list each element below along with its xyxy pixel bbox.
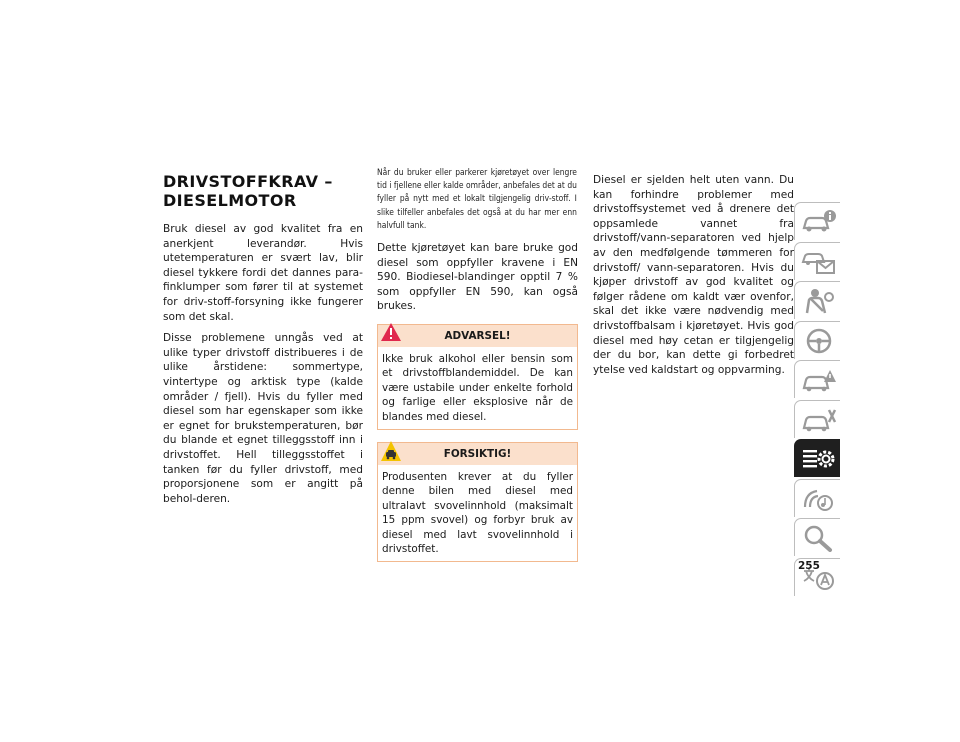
car-warning-icon [801, 366, 837, 394]
chapter-tab-index[interactable] [794, 518, 840, 556]
warning-text: Ikke bruk alkohol eller bensin som et drivstoffblandemiddel. De kan være ustabile under enkelte forhold og farlige eller eksplosive når de blandes med diesel. [382, 352, 573, 423]
car-service-icon [801, 406, 837, 434]
chapter-tab-multimedia[interactable] [794, 479, 840, 517]
car-info-icon [801, 208, 837, 236]
car-caution-icon [380, 440, 402, 470]
body-paragraph: Diesel er sjelden helt uten vann. Du kan forhindre problemer med drivstoffsystemet ved å drenere det oppsamlede vannet fra drivstoff/vann-separatoren ved hjelp av den medfølgende tømmeren for drivstoff/ vann-separatoren. Hvis du kjøper drivstoff av god kvalitet og følger rådene om kaldt vær ovenfor, skal det ikke være nødvendig med drivstoffbalsam i kjøretøyet. Hvis god diesel med høy cetan er tilgjengelig der du bor, kan dette gi forbedret ytelse ved kaldstart og oppvarming. [593, 174, 794, 376]
media-music-icon [801, 485, 837, 513]
column-left [163, 172, 363, 513]
warning-box [377, 324, 578, 430]
caution-title: FORSIKTIG! [443, 448, 512, 461]
body-paragraph: Disse problemene unngås ved at ulike typer drivstoff distribueres i de ulike årstidene: sommertype, vintertype og arktisk type (kalde områder / fjell). Hvis du fyller med diesel som har egenskaper som ikke er egnet for brukstemperaturen, bør du blande et egnet tilleggsstoff inn i drivstoffet. Hell tilleggsstoffet i tanken før du fyller drivstoff, med proporsjonene som er angitt på behol-deren. [163, 332, 363, 505]
caution-header [378, 443, 577, 465]
body-paragraph: Dette kjøretøyet kan bare bruke god diesel som oppfyller kravene i EN 590. Biodiesel-blandinger opptil 7 % som oppfyller EN 590, kan også brukes. [377, 242, 578, 313]
chapter-tab-emergency[interactable] [794, 360, 840, 398]
magnifier-index-icon [801, 524, 837, 552]
chapter-tab-vehicle[interactable] [794, 202, 840, 240]
caution-text: Produsenten krever at du fyller denne bilen med diesel med ultralavt svovelinnhold (maksimalt 15 ppm svovel) og forbyr bruk av diesel med lavt svovelinnhold i drivstoffet. [382, 471, 573, 556]
steering-wheel-icon [801, 327, 837, 355]
seatbelt-person-icon [801, 287, 837, 315]
chapter-tabs [794, 202, 840, 597]
section-heading: DRIVSTOFFKRAV – DIESELMOTOR [163, 172, 333, 210]
body-paragraph: Bruk diesel av god kvalitet fra en anerkjent leverandør. Hvis utetemperaturen er svært lav, blir diesel tykkere fordi det dannes para-finklumper som fører til at systemet for driv-stoff-forsyning ikke fungerer som det skal. [163, 223, 363, 323]
chapter-tab-getting-started[interactable] [794, 242, 840, 280]
column-right [593, 173, 794, 384]
chapter-tab-service[interactable] [794, 400, 840, 438]
column-middle [377, 167, 578, 562]
chapter-tab-technical-specs[interactable] [794, 439, 840, 477]
note-text: Når du bruker eller parkerer kjøretøyet over lengre tid i fjellene eller kalde områder, anbefales det at du fyller på nytt med et lokalt tilgjengelig driv-stoff. I slike tilfeller anbefales det også at du har mer enn halvfull tank. [377, 168, 577, 231]
warning-triangle-icon [380, 322, 402, 350]
warning-header [378, 325, 577, 347]
caution-box [377, 442, 578, 562]
warning-title: ADVARSEL! [444, 329, 511, 342]
gear-specs-icon [801, 445, 837, 473]
chapter-tab-safety[interactable] [794, 281, 840, 319]
car-key-mail-icon [801, 248, 837, 276]
chapter-tab-driving[interactable] [794, 321, 840, 359]
page-number: 255 [798, 560, 820, 572]
